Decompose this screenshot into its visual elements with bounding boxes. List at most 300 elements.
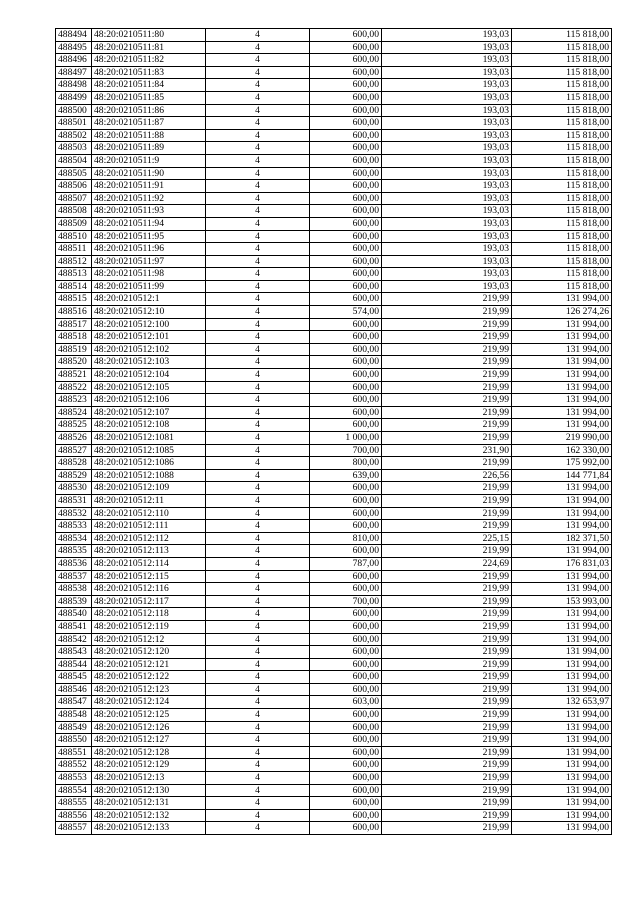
group-cell: 4	[206, 54, 310, 67]
group-cell: 4	[206, 457, 310, 470]
row-number-cell: 488534	[56, 532, 92, 545]
area-cell: 600,00	[310, 29, 382, 42]
cadastral-value-cell: 131 994,00	[512, 381, 612, 394]
cadastral-number-cell: 48:20:0210512:130	[92, 784, 206, 797]
cadastral-number-cell: 48:20:0210511:88	[92, 129, 206, 142]
group-cell: 4	[206, 709, 310, 722]
cadastral-number-cell: 48:20:0210511:97	[92, 255, 206, 268]
unit-value-cell: 193,03	[382, 230, 512, 243]
group-cell: 4	[206, 469, 310, 482]
row-number-cell: 488494	[56, 29, 92, 42]
cadastral-number-cell: 48:20:0210512:123	[92, 683, 206, 696]
cadastral-value-cell: 132 653,97	[512, 696, 612, 709]
group-cell: 4	[206, 343, 310, 356]
cadastral-number-cell: 48:20:0210511:87	[92, 117, 206, 130]
unit-value-cell: 193,03	[382, 243, 512, 256]
group-cell: 4	[206, 142, 310, 155]
group-cell: 4	[206, 255, 310, 268]
area-cell: 700,00	[310, 595, 382, 608]
group-cell: 4	[206, 268, 310, 281]
cadastral-value-cell: 115 818,00	[512, 29, 612, 42]
table-row	[56, 696, 612, 709]
row-number-cell: 488517	[56, 318, 92, 331]
group-cell: 4	[206, 41, 310, 54]
table-row	[56, 66, 612, 79]
area-cell: 600,00	[310, 797, 382, 810]
cadastral-value-cell: 115 818,00	[512, 268, 612, 281]
cadastral-value-cell: 131 994,00	[512, 809, 612, 822]
area-cell: 600,00	[310, 268, 382, 281]
area-cell: 600,00	[310, 520, 382, 533]
unit-value-cell: 193,03	[382, 154, 512, 167]
row-number-cell: 488550	[56, 734, 92, 747]
unit-value-cell: 219,99	[382, 507, 512, 520]
row-number-cell: 488541	[56, 620, 92, 633]
unit-value-cell: 219,99	[382, 721, 512, 734]
cadastral-value-cell: 131 994,00	[512, 709, 612, 722]
area-cell: 600,00	[310, 192, 382, 205]
row-number-cell: 488538	[56, 583, 92, 596]
cadastral-value-cell: 131 994,00	[512, 746, 612, 759]
group-cell: 4	[206, 557, 310, 570]
unit-value-cell: 219,99	[382, 746, 512, 759]
cadastral-number-cell: 48:20:0210512:101	[92, 331, 206, 344]
row-number-cell: 488529	[56, 469, 92, 482]
group-cell: 4	[206, 318, 310, 331]
unit-value-cell: 219,99	[382, 620, 512, 633]
cadastral-value-cell: 126 274,26	[512, 306, 612, 319]
group-cell: 4	[206, 545, 310, 558]
unit-value-cell: 219,99	[382, 494, 512, 507]
cadastral-value-cell: 131 994,00	[512, 658, 612, 671]
unit-value-cell: 193,03	[382, 117, 512, 130]
group-cell: 4	[206, 117, 310, 130]
cadastral-number-cell: 48:20:0210512:102	[92, 343, 206, 356]
cadastral-value-cell: 131 994,00	[512, 721, 612, 734]
area-cell: 800,00	[310, 457, 382, 470]
group-cell: 4	[206, 772, 310, 785]
table-row	[56, 29, 612, 42]
cadastral-value-cell: 131 994,00	[512, 772, 612, 785]
unit-value-cell: 219,99	[382, 646, 512, 659]
table-row	[56, 419, 612, 432]
table-row	[56, 280, 612, 293]
area-cell: 600,00	[310, 494, 382, 507]
area-cell: 600,00	[310, 66, 382, 79]
area-cell: 700,00	[310, 444, 382, 457]
table-row	[56, 809, 612, 822]
unit-value-cell: 231,90	[382, 444, 512, 457]
table-row	[56, 230, 612, 243]
unit-value-cell: 219,99	[382, 595, 512, 608]
area-cell: 600,00	[310, 180, 382, 193]
area-cell: 600,00	[310, 154, 382, 167]
cadastral-number-cell: 48:20:0210511:90	[92, 167, 206, 180]
row-number-cell: 488503	[56, 142, 92, 155]
row-number-cell: 488501	[56, 117, 92, 130]
area-cell: 600,00	[310, 381, 382, 394]
table-row	[56, 746, 612, 759]
table-row	[56, 432, 612, 445]
cadastral-value-cell: 131 994,00	[512, 759, 612, 772]
cadastral-number-cell: 48:20:0210512:103	[92, 356, 206, 369]
row-number-cell: 488510	[56, 230, 92, 243]
table-row	[56, 394, 612, 407]
group-cell: 4	[206, 129, 310, 142]
area-cell: 600,00	[310, 482, 382, 495]
unit-value-cell: 219,99	[382, 709, 512, 722]
cadastral-number-cell: 48:20:0210512:1	[92, 293, 206, 306]
group-cell: 4	[206, 29, 310, 42]
unit-value-cell: 219,99	[382, 306, 512, 319]
row-number-cell: 488535	[56, 545, 92, 558]
table-row	[56, 822, 612, 835]
cadastral-value-cell: 115 818,00	[512, 142, 612, 155]
row-number-cell: 488499	[56, 91, 92, 104]
unit-value-cell: 219,99	[382, 318, 512, 331]
area-cell: 600,00	[310, 583, 382, 596]
cadastral-value-cell: 153 993,00	[512, 595, 612, 608]
group-cell: 4	[206, 809, 310, 822]
cadastral-value-cell: 131 994,00	[512, 620, 612, 633]
table-body	[56, 29, 612, 835]
table-row	[56, 532, 612, 545]
unit-value-cell: 219,99	[382, 381, 512, 394]
unit-value-cell: 219,99	[382, 394, 512, 407]
area-cell: 600,00	[310, 117, 382, 130]
cadastral-value-table	[55, 28, 612, 835]
cadastral-number-cell: 48:20:0210512:113	[92, 545, 206, 558]
row-number-cell: 488556	[56, 809, 92, 822]
cadastral-number-cell: 48:20:0210512:122	[92, 671, 206, 684]
table-row	[56, 469, 612, 482]
table-row	[56, 784, 612, 797]
cadastral-number-cell: 48:20:0210511:81	[92, 41, 206, 54]
unit-value-cell: 193,03	[382, 79, 512, 92]
area-cell: 603,00	[310, 696, 382, 709]
cadastral-value-cell: 219 990,00	[512, 432, 612, 445]
row-number-cell: 488557	[56, 822, 92, 835]
cadastral-value-cell: 131 994,00	[512, 394, 612, 407]
area-cell: 600,00	[310, 318, 382, 331]
cadastral-value-cell: 131 994,00	[512, 545, 612, 558]
row-number-cell: 488508	[56, 205, 92, 218]
cadastral-value-cell: 115 818,00	[512, 230, 612, 243]
group-cell: 4	[206, 570, 310, 583]
area-cell: 600,00	[310, 633, 382, 646]
cadastral-value-cell: 115 818,00	[512, 91, 612, 104]
unit-value-cell: 219,99	[382, 520, 512, 533]
cadastral-value-cell: 131 994,00	[512, 671, 612, 684]
cadastral-value-cell: 115 818,00	[512, 129, 612, 142]
cadastral-number-cell: 48:20:0210511:84	[92, 79, 206, 92]
row-number-cell: 488495	[56, 41, 92, 54]
cadastral-value-cell: 131 994,00	[512, 520, 612, 533]
group-cell: 4	[206, 671, 310, 684]
cadastral-value-cell: 144 771,84	[512, 469, 612, 482]
table-row	[56, 772, 612, 785]
cadastral-number-cell: 48:20:0210511:9	[92, 154, 206, 167]
cadastral-number-cell: 48:20:0210512:100	[92, 318, 206, 331]
cadastral-value-cell: 182 371,50	[512, 532, 612, 545]
cadastral-value-cell: 115 818,00	[512, 104, 612, 117]
cadastral-value-cell: 131 994,00	[512, 419, 612, 432]
group-cell: 4	[206, 369, 310, 382]
unit-value-cell: 193,03	[382, 180, 512, 193]
group-cell: 4	[206, 104, 310, 117]
unit-value-cell: 219,99	[382, 658, 512, 671]
unit-value-cell: 219,99	[382, 759, 512, 772]
unit-value-cell: 219,99	[382, 482, 512, 495]
unit-value-cell: 193,03	[382, 41, 512, 54]
row-number-cell: 488507	[56, 192, 92, 205]
cadastral-value-cell: 115 818,00	[512, 280, 612, 293]
unit-value-cell: 219,99	[382, 583, 512, 596]
group-cell: 4	[206, 66, 310, 79]
cadastral-number-cell: 48:20:0210512:116	[92, 583, 206, 596]
group-cell: 4	[206, 381, 310, 394]
table-row	[56, 633, 612, 646]
group-cell: 4	[206, 797, 310, 810]
area-cell: 600,00	[310, 356, 382, 369]
row-number-cell: 488526	[56, 432, 92, 445]
cadastral-value-cell: 115 818,00	[512, 217, 612, 230]
table-row	[56, 620, 612, 633]
cadastral-number-cell: 48:20:0210512:107	[92, 406, 206, 419]
area-cell: 1 000,00	[310, 432, 382, 445]
row-number-cell: 488542	[56, 633, 92, 646]
area-cell: 600,00	[310, 255, 382, 268]
area-cell: 600,00	[310, 293, 382, 306]
row-number-cell: 488524	[56, 406, 92, 419]
cadastral-value-cell: 131 994,00	[512, 343, 612, 356]
unit-value-cell: 193,03	[382, 29, 512, 42]
cadastral-number-cell: 48:20:0210512:118	[92, 608, 206, 621]
cadastral-number-cell: 48:20:0210512:120	[92, 646, 206, 659]
area-cell: 600,00	[310, 734, 382, 747]
row-number-cell: 488518	[56, 331, 92, 344]
unit-value-cell: 219,99	[382, 797, 512, 810]
table-row	[56, 306, 612, 319]
unit-value-cell: 219,99	[382, 671, 512, 684]
group-cell: 4	[206, 192, 310, 205]
row-number-cell: 488544	[56, 658, 92, 671]
cadastral-value-cell: 162 330,00	[512, 444, 612, 457]
cadastral-number-cell: 48:20:0210512:1085	[92, 444, 206, 457]
group-cell: 4	[206, 79, 310, 92]
area-cell: 600,00	[310, 41, 382, 54]
cadastral-value-cell: 115 818,00	[512, 167, 612, 180]
cadastral-number-cell: 48:20:0210511:94	[92, 217, 206, 230]
row-number-cell: 488522	[56, 381, 92, 394]
group-cell: 4	[206, 507, 310, 520]
row-number-cell: 488514	[56, 280, 92, 293]
cadastral-value-cell: 115 818,00	[512, 54, 612, 67]
group-cell: 4	[206, 432, 310, 445]
row-number-cell: 488552	[56, 759, 92, 772]
group-cell: 4	[206, 205, 310, 218]
cadastral-number-cell: 48:20:0210512:1088	[92, 469, 206, 482]
group-cell: 4	[206, 356, 310, 369]
unit-value-cell: 219,99	[382, 608, 512, 621]
area-cell: 574,00	[310, 306, 382, 319]
group-cell: 4	[206, 784, 310, 797]
group-cell: 4	[206, 154, 310, 167]
row-number-cell: 488555	[56, 797, 92, 810]
cadastral-value-cell: 131 994,00	[512, 583, 612, 596]
row-number-cell: 488532	[56, 507, 92, 520]
cadastral-value-cell: 131 994,00	[512, 633, 612, 646]
table-row	[56, 608, 612, 621]
group-cell: 4	[206, 822, 310, 835]
group-cell: 4	[206, 583, 310, 596]
cadastral-number-cell: 48:20:0210512:117	[92, 595, 206, 608]
cadastral-number-cell: 48:20:0210512:106	[92, 394, 206, 407]
table-row	[56, 255, 612, 268]
cadastral-value-cell: 131 994,00	[512, 784, 612, 797]
area-cell: 600,00	[310, 167, 382, 180]
cadastral-value-cell: 131 994,00	[512, 318, 612, 331]
group-cell: 4	[206, 331, 310, 344]
cadastral-number-cell: 48:20:0210512:124	[92, 696, 206, 709]
group-cell: 4	[206, 280, 310, 293]
cadastral-value-cell: 131 994,00	[512, 406, 612, 419]
cadastral-value-cell: 115 818,00	[512, 205, 612, 218]
cadastral-number-cell: 48:20:0210512:105	[92, 381, 206, 394]
table-row	[56, 154, 612, 167]
unit-value-cell: 219,99	[382, 356, 512, 369]
group-cell: 4	[206, 293, 310, 306]
area-cell: 600,00	[310, 280, 382, 293]
area-cell: 600,00	[310, 620, 382, 633]
unit-value-cell: 219,99	[382, 809, 512, 822]
unit-value-cell: 219,99	[382, 696, 512, 709]
row-number-cell: 488512	[56, 255, 92, 268]
group-cell: 4	[206, 444, 310, 457]
cadastral-number-cell: 48:20:0210512:1081	[92, 432, 206, 445]
cadastral-number-cell: 48:20:0210511:91	[92, 180, 206, 193]
group-cell: 4	[206, 721, 310, 734]
area-cell: 787,00	[310, 557, 382, 570]
table-row	[56, 482, 612, 495]
area-cell: 600,00	[310, 772, 382, 785]
cadastral-number-cell: 48:20:0210512:108	[92, 419, 206, 432]
cadastral-number-cell: 48:20:0210512:121	[92, 658, 206, 671]
group-cell: 4	[206, 91, 310, 104]
unit-value-cell: 193,03	[382, 217, 512, 230]
row-number-cell: 488547	[56, 696, 92, 709]
table-row	[56, 167, 612, 180]
area-cell: 600,00	[310, 230, 382, 243]
cadastral-number-cell: 48:20:0210511:89	[92, 142, 206, 155]
cadastral-number-cell: 48:20:0210512:133	[92, 822, 206, 835]
unit-value-cell: 219,99	[382, 545, 512, 558]
table-row	[56, 79, 612, 92]
area-cell: 600,00	[310, 809, 382, 822]
area-cell: 600,00	[310, 243, 382, 256]
cadastral-value-cell: 176 831,03	[512, 557, 612, 570]
cadastral-value-cell: 131 994,00	[512, 507, 612, 520]
table-row	[56, 557, 612, 570]
unit-value-cell: 193,03	[382, 104, 512, 117]
group-cell: 4	[206, 482, 310, 495]
cadastral-value-cell: 131 994,00	[512, 570, 612, 583]
table-row	[56, 671, 612, 684]
group-cell: 4	[206, 217, 310, 230]
table-row	[56, 444, 612, 457]
cadastral-number-cell: 48:20:0210512:119	[92, 620, 206, 633]
table-row	[56, 494, 612, 507]
group-cell: 4	[206, 658, 310, 671]
table-row	[56, 583, 612, 596]
table-row	[56, 759, 612, 772]
group-cell: 4	[206, 620, 310, 633]
cadastral-number-cell: 48:20:0210511:80	[92, 29, 206, 42]
area-cell: 600,00	[310, 331, 382, 344]
table-row	[56, 683, 612, 696]
area-cell: 600,00	[310, 142, 382, 155]
area-cell: 600,00	[310, 784, 382, 797]
cadastral-value-cell: 115 818,00	[512, 243, 612, 256]
group-cell: 4	[206, 633, 310, 646]
unit-value-cell: 193,03	[382, 255, 512, 268]
table-row	[56, 318, 612, 331]
cadastral-value-cell: 131 994,00	[512, 293, 612, 306]
table-row	[56, 381, 612, 394]
cadastral-number-cell: 48:20:0210512:114	[92, 557, 206, 570]
row-number-cell: 488500	[56, 104, 92, 117]
area-cell: 600,00	[310, 570, 382, 583]
cadastral-number-cell: 48:20:0210511:98	[92, 268, 206, 281]
unit-value-cell: 193,03	[382, 280, 512, 293]
row-number-cell: 488536	[56, 557, 92, 570]
group-cell: 4	[206, 595, 310, 608]
cadastral-number-cell: 48:20:0210511:92	[92, 192, 206, 205]
row-number-cell: 488519	[56, 343, 92, 356]
area-cell: 600,00	[310, 545, 382, 558]
group-cell: 4	[206, 494, 310, 507]
group-cell: 4	[206, 532, 310, 545]
cadastral-number-cell: 48:20:0210512:104	[92, 369, 206, 382]
table-row	[56, 180, 612, 193]
cadastral-number-cell: 48:20:0210512:11	[92, 494, 206, 507]
unit-value-cell: 219,99	[382, 343, 512, 356]
row-number-cell: 488554	[56, 784, 92, 797]
group-cell: 4	[206, 520, 310, 533]
row-number-cell: 488539	[56, 595, 92, 608]
table-row	[56, 205, 612, 218]
area-cell: 600,00	[310, 721, 382, 734]
table-row	[56, 192, 612, 205]
row-number-cell: 488543	[56, 646, 92, 659]
table-row	[56, 142, 612, 155]
cadastral-value-cell: 131 994,00	[512, 356, 612, 369]
row-number-cell: 488525	[56, 419, 92, 432]
area-cell: 600,00	[310, 671, 382, 684]
group-cell: 4	[206, 683, 310, 696]
area-cell: 600,00	[310, 205, 382, 218]
unit-value-cell: 219,99	[382, 293, 512, 306]
unit-value-cell: 219,99	[382, 457, 512, 470]
unit-value-cell: 193,03	[382, 129, 512, 142]
row-number-cell: 488533	[56, 520, 92, 533]
cadastral-value-cell: 131 994,00	[512, 822, 612, 835]
row-number-cell: 488521	[56, 369, 92, 382]
table-row	[56, 104, 612, 117]
unit-value-cell: 219,99	[382, 822, 512, 835]
area-cell: 639,00	[310, 469, 382, 482]
area-cell: 600,00	[310, 746, 382, 759]
